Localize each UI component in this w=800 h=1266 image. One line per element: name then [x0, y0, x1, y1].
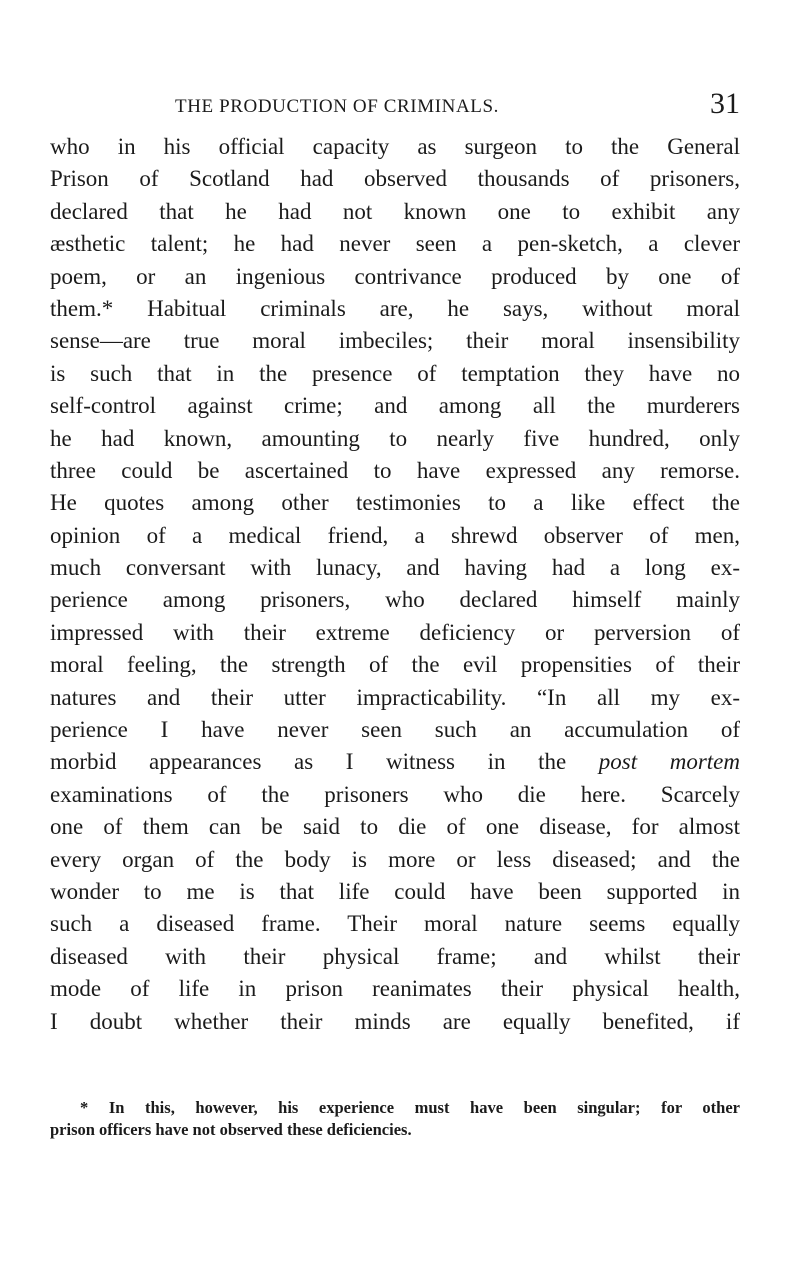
text-line: every organ of the body is more or less diseased; and the: [50, 846, 740, 872]
text-line: he had known, amounting to nearly five hundred, only: [50, 425, 740, 451]
text-line: such a diseased frame. Their moral nature seems equally: [50, 911, 740, 937]
text-line-part: morbid appearances as I witness in the: [50, 749, 567, 775]
text-line: diseased with their physical frame; and whilst their: [50, 943, 740, 969]
text-line: impressed with their extreme deficiency or perversion of: [50, 619, 740, 645]
text-line: three could be ascertained to have expressed any remorse.: [50, 457, 740, 483]
text-line: I doubt whether their minds are equally benefited, if: [50, 1008, 740, 1034]
text-line: who in his official capacity as surgeon to the General: [50, 134, 740, 159]
text-line: opinion of a medical friend, a shrewd observer of men,: [50, 522, 740, 548]
footnote-line: * In this, however, his experience must have been singular; for other: [80, 1098, 740, 1117]
text-line: sense—are true moral imbeciles; their moral insensibility: [50, 328, 740, 354]
page-number: 31: [710, 87, 740, 120]
footnote-line: prison officers have not observed these deficiencies.: [50, 1120, 412, 1139]
text-line: is such that in the presence of temptation they have no: [50, 360, 740, 386]
footnote: [50, 1097, 740, 1141]
body-text: [50, 131, 740, 1038]
text-line: poem, or an ingenious contrivance produced by one of: [50, 263, 740, 289]
text-line: perience I have never seen such an accumulation of: [50, 717, 740, 743]
running-head: [175, 86, 740, 126]
running-title: THE PRODUCTION OF CRIMINALS.: [175, 96, 499, 117]
text-line: self-control against crime; and among all the murderers: [50, 393, 740, 419]
text-line: much conversant with lunacy, and having had a long ex-: [50, 555, 740, 581]
text-line: moral feeling, the strength of the evil propensities of their: [50, 652, 740, 678]
text-line: one of them can be said to die of one disease, for almost: [50, 814, 740, 840]
text-line: perience among prisoners, who declared himself mainly: [50, 587, 740, 613]
text-line: wonder to me is that life could have been supported in: [50, 878, 740, 904]
text-line: æsthetic talent; he had never seen a pen-sketch, a clever: [50, 231, 740, 257]
text-line: He quotes among other testimonies to a like effect the: [50, 490, 740, 516]
italic-phrase: post mortem: [598, 749, 740, 775]
text-line: examinations of the prisoners who die here. Scarcely: [50, 781, 740, 807]
text-line: declared that he had not known one to exhibit any: [50, 198, 740, 224]
text-line: Prison of Scotland had observed thousands of prisoners,: [50, 166, 740, 192]
text-line: them.* Habitual criminals are, he says, without moral: [50, 295, 740, 321]
text-line: [50, 746, 740, 778]
text-line: mode of life in prison reanimates their physical health,: [50, 976, 740, 1002]
text-line: natures and their utter impracticability. “In all my ex-: [50, 684, 740, 710]
